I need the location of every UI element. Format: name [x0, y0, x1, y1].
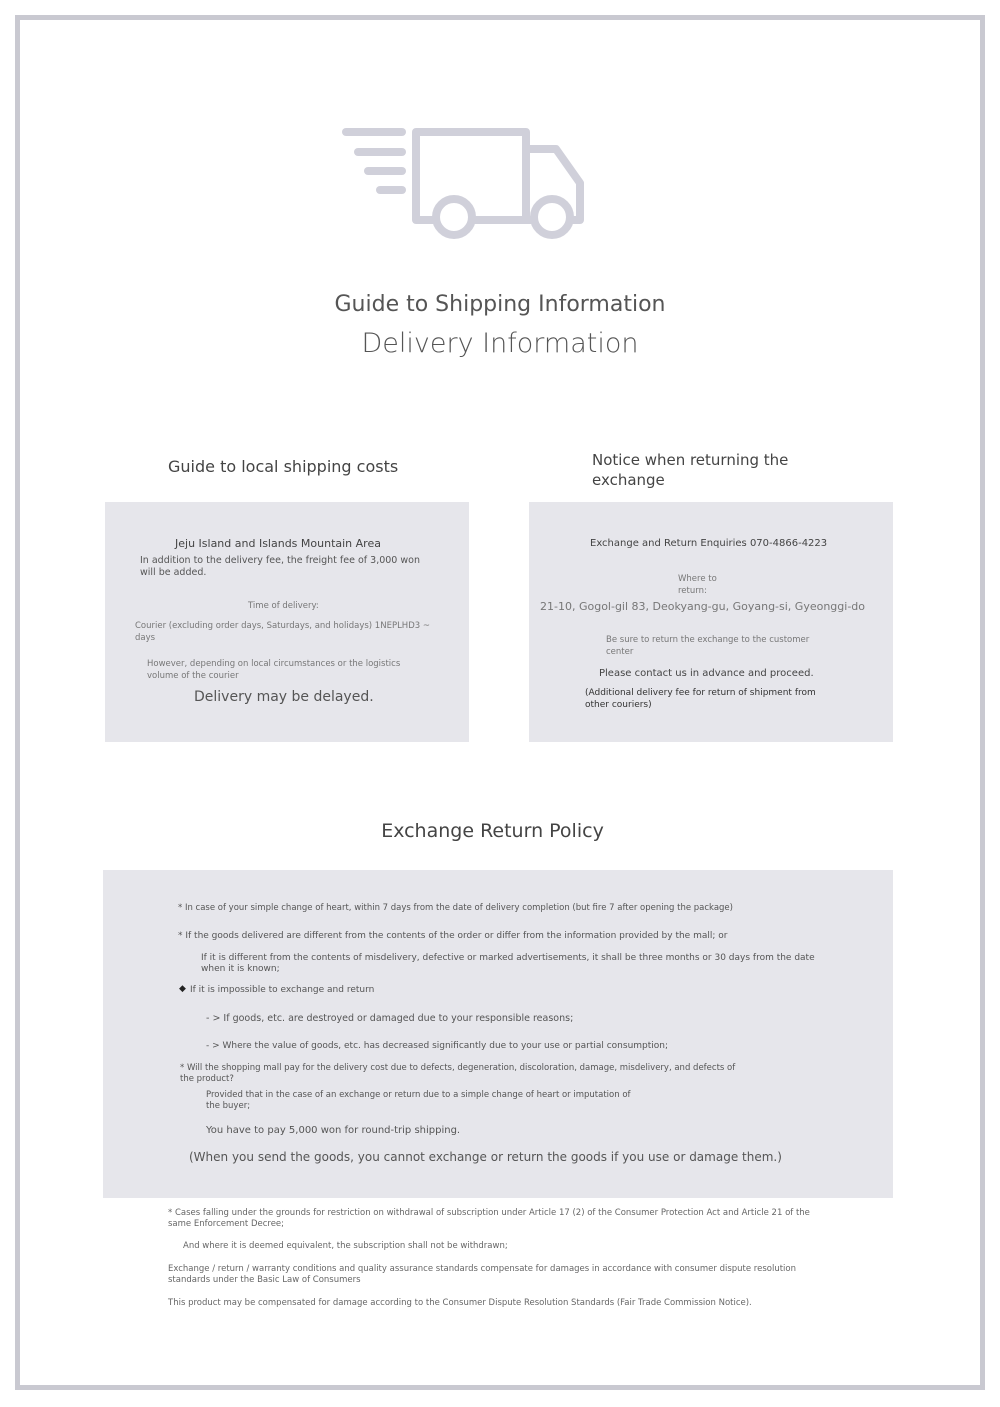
footer-line: * Cases falling under the grounds for restriction on withdrawal of subscription under Article 17 (2) of the Consumer Protection Act and Article 21 of the same Enforcement Decree;	[168, 1208, 810, 1229]
delivery-time-label: Time of delivery:	[248, 601, 319, 611]
delay-note: Delivery may be delayed.	[194, 689, 374, 705]
policy-line: - > If goods, etc. are destroyed or damaged due to your responsible reasons;	[206, 1013, 574, 1024]
return-notice-heading: Notice when returning the exchange	[592, 451, 789, 489]
bullet-icon: ◆	[179, 984, 186, 994]
policy-line: You have to pay 5,000 won for round-trip shipping.	[206, 1125, 461, 1136]
policy-panel	[103, 870, 893, 1198]
area-title: Jeju Island and Islands Mountain Area	[175, 537, 381, 550]
courier-note: Courier (excluding order days, Saturdays, and holidays) 1NEPLHD3 ~ days	[135, 621, 430, 643]
policy-line: * Will the shopping mall pay for the delivery cost due to defects, degeneration, discoloration, damage, misdelivery, and defects of the product?	[180, 1063, 736, 1084]
policy-heading: Exchange Return Policy	[381, 820, 604, 842]
delivery-truck-icon	[340, 125, 590, 245]
policy-line: If it is different from the contents of misdelivery, defective or marked advertisements, it shall be three months or 30 days from the date when it is known;	[201, 953, 815, 974]
circumstance-note: However, depending on local circumstances or the logistics volume of the courier	[147, 659, 401, 681]
policy-line: (When you send the goods, you cannot exchange or return the goods if you use or damage them.)	[189, 1150, 782, 1164]
freight-note: In addition to the delivery fee, the freight fee of 3,000 won will be added.	[140, 555, 420, 578]
policy-line: - > Where the value of goods, etc. has decreased significantly due to your use or partial consumption;	[206, 1041, 669, 1051]
policy-line: * In case of your simple change of heart, within 7 days from the date of delivery completion (but fire 7 after opening the package)	[178, 903, 733, 913]
footer-line: Exchange / return / warranty conditions and quality assurance standards compensate for damages in accordance with consumer dispute resolution standards under the Basic Law of Consumers	[168, 1264, 797, 1285]
where-to-return-label: Where to return:	[678, 574, 717, 596]
policy-line: * If the goods delivered are different from the contents of the order or differ from the information provided by the mall; or	[178, 931, 728, 941]
return-notice-panel	[529, 502, 893, 742]
contact-note: Please contact us in advance and proceed.	[599, 668, 814, 679]
page-subtitle: Delivery Information	[361, 328, 639, 359]
footer-line: This product may be compensated for damage according to the Consumer Dispute Resolution Standards (Fair Trade Commission Notice).	[168, 1298, 752, 1308]
policy-line: If it is impossible to exchange and return	[190, 985, 375, 995]
local-shipping-heading: Guide to local shipping costs	[168, 457, 399, 476]
extra-fee-note: (Additional delivery fee for return of shipment from other couriers)	[585, 688, 816, 710]
return-address: 21-10, Gogol-gil 83, Deokyang-gu, Goyang-si, Gyeonggi-do	[540, 600, 866, 613]
return-note: Be sure to return the exchange to the customer center	[606, 635, 810, 657]
footer-line: And where it is deemed equivalent, the subscription shall not be withdrawn;	[183, 1241, 508, 1251]
page-title: Guide to Shipping Information	[334, 292, 666, 317]
local-shipping-panel	[105, 502, 469, 742]
return-enquiries: Exchange and Return Enquiries 070-4866-4223	[590, 538, 828, 549]
policy-line: Provided that in the case of an exchange or return due to a simple change of heart or imputation of the buyer;	[206, 1090, 631, 1111]
